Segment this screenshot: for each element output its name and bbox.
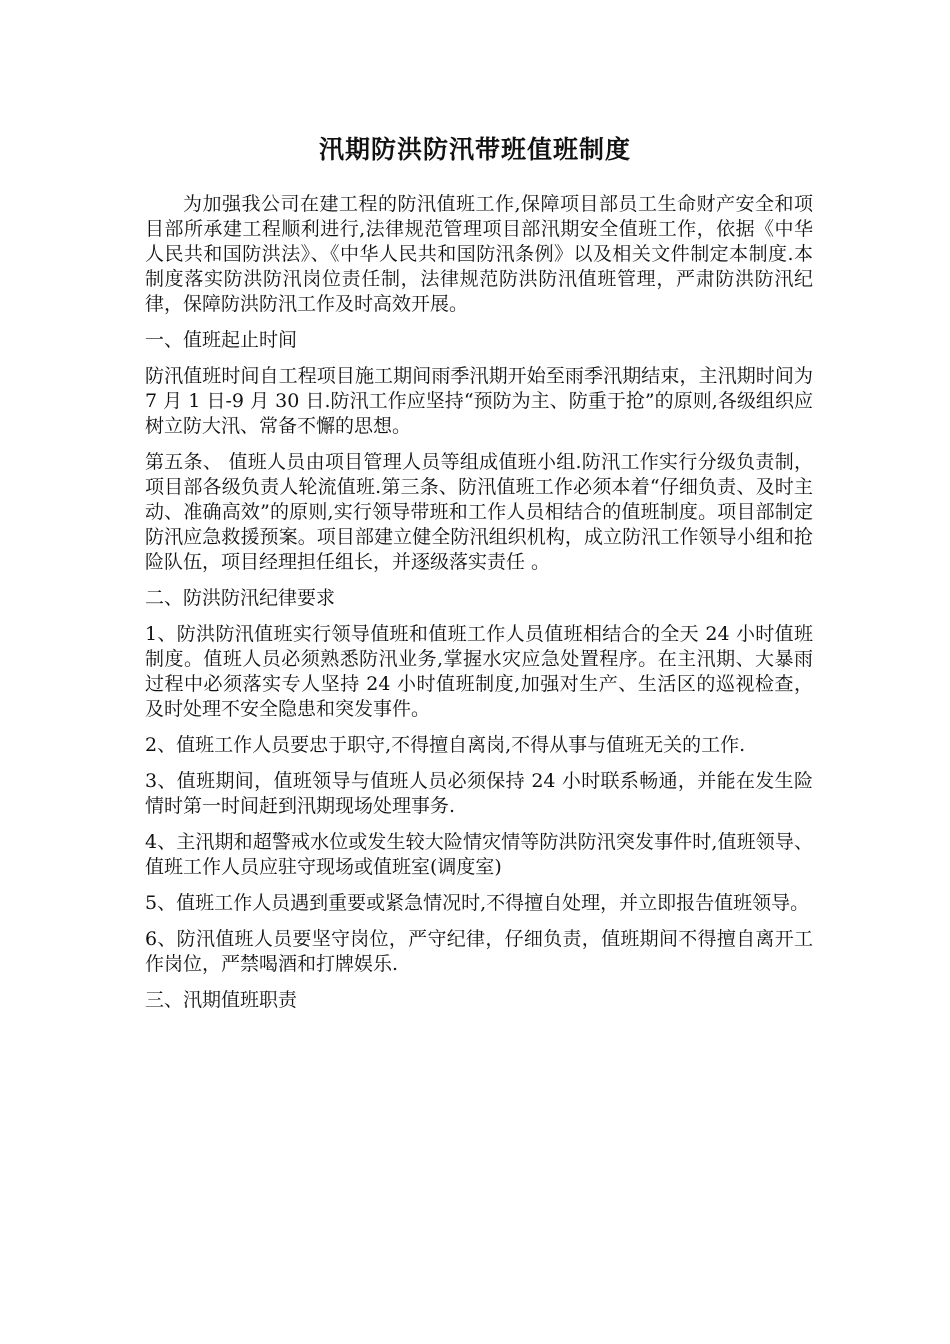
document-title: 汛期防洪防汛带班值班制度 [318,135,631,164]
intro-paragraph: 为加强我公司在建工程的防汛值班工作,保障项目部员工生命财产安全和项目部所承建工程顺利进行,法律规范管理项目部汛期安全值班工作，依据《中华人民共和国防洪法》、《中华人民共和国防汛条例》以及相关文件制定本制度.本制度落实防洪防汛岗位责任制，法律规范防洪防汛值班管理，严肃防洪防汛纪律，保障防洪防汛工作及时高效开展。 [145,193,813,315]
section-heading-3: 三、汛期值班职责 [145,989,298,1011]
body-paragraph: 防汛值班时间自工程项目施工期间雨季汛期开始至雨季汛期结束，主汛期时间为 7 月 1 日-9 月 30 日.防汛工作应坚持“预防为主、防重于抢”的原则,各级组织应树立防大汛、常备不懈的思想。 [145,365,813,437]
rule-item-3: 3、值班期间，值班领导与值班人员必须保持 24 小时联系畅通，并能在发生险情时第一时间赶到汛期现场处理事务. [145,770,813,817]
rule-item-2: 2、值班工作人员要忠于职守,不得擅自离岗,不得从事与值班无关的工作. [145,734,746,756]
body-paragraph: 第五条、 值班人员由项目管理人员等组成值班小组.防汛工作实行分级负责制，项目部各级负责人轮流值班.第三条、防汛值班工作必须本着“仔细负责、及时主动、准确高效”的原则,实行领导带班和工作人员相结合的值班制度。项目部制定防汛应急救援预案。项目部建立健全防汛组织机构，成立防汛工作领导小组和抢险队伍，项目经理担任组长，并逐级落实责任 。 [145,451,813,573]
rule-item-1: 1、防洪防汛值班实行领导值班和值班工作人员值班相结合的全天 24 小时值班制度。值班人员必须熟悉防汛业务,掌握水灾应急处置程序。在主汛期、大暴雨过程中必须落实专人坚持 24 小时值班制度,加强对生产、生活区的巡视检查，及时处理不安全隐患和突发事件。 [145,623,813,720]
section-heading-2: 二、防洪防汛纪律要求 [145,587,336,609]
rule-item-6: 6、防汛值班人员要坚守岗位，严守纪律，仔细负责，值班期间不得擅自离开工作岗位，严禁喝酒和打牌娱乐. [145,928,813,975]
document-body [145,192,813,1024]
section-heading-1: 一、值班起止时间 [145,329,298,351]
rule-item-5: 5、值班工作人员遇到重要或紧急情况时,不得擅自处理，并立即报告值班领导。 [145,892,810,914]
rule-item-4: 4、主汛期和超警戒水位或发生较大险情灾情等防洪防汛突发事件时,值班领导、值班工作人员应驻守现场或值班室(调度室) [145,831,813,878]
